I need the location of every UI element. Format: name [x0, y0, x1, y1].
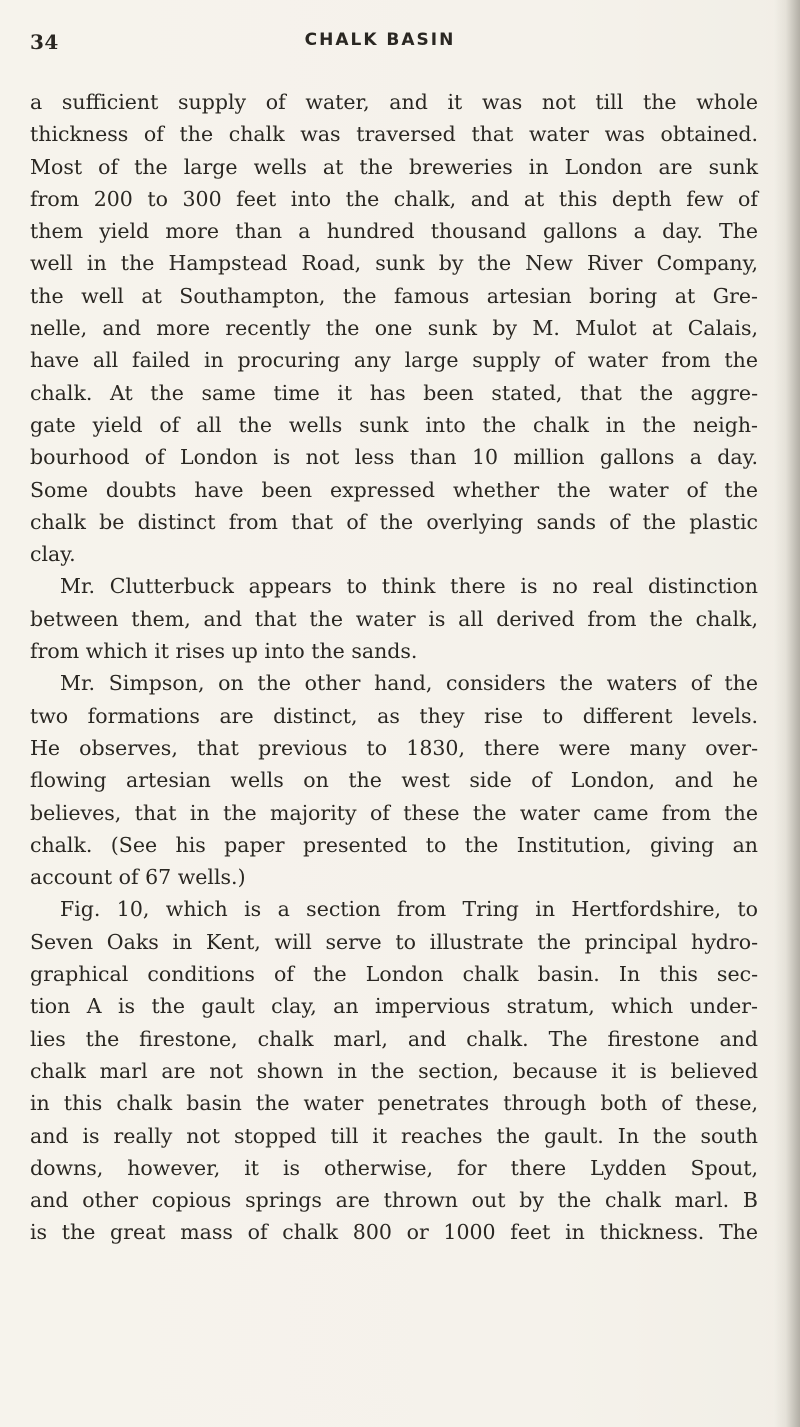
- text-line: from which it rises up into the sands.: [30, 639, 418, 664]
- text-line: chalk. (See his paper presented to the Institution, giving an: [30, 832, 758, 857]
- text-line: two formations are distinct, as they rise to different levels.: [30, 703, 758, 728]
- text-line: between them, and that the water is all derived from the chalk,: [30, 606, 758, 631]
- text-line: account of 67 wells.): [30, 865, 246, 890]
- text-line: have all failed in procuring any large supply of water from the: [30, 348, 758, 373]
- text-line: Mr. Simpson, on the other hand, considers the waters of the: [60, 671, 758, 696]
- text-fragment: is the gault clay, an impervious stratum, which under-: [117, 994, 758, 1019]
- text-line: chalk. At the same time it has been stated, that the aggre-: [30, 380, 758, 405]
- text-line: and is really not stopped till it reaches the gault. In the south: [30, 1123, 758, 1148]
- running-title: CHALK BASIN: [304, 30, 456, 50]
- text-line: believes, that in the majority of these the water came from the: [30, 800, 758, 825]
- text-fragment: tion: [30, 994, 71, 1019]
- text-line: graphical conditions of the London chalk basin. In this sec-: [30, 962, 758, 987]
- body-text: [30, 86, 758, 1249]
- text-line: thickness of the chalk was traversed that water was obtained.: [30, 122, 758, 147]
- text-line: chalk marl are not shown in the section, because it is believed: [30, 1058, 758, 1083]
- text-line: is the great mass of chalk 800 or 1000 feet in thickness. The: [30, 1220, 758, 1245]
- text-line: Most of the large wells at the breweries in London are sunk: [30, 154, 758, 179]
- text-line: Some doubts have been expressed whether the water of the: [30, 477, 758, 502]
- page-gutter-shadow: [774, 0, 800, 1427]
- text-line: the well at Southampton, the famous artesian boring at Gre-: [30, 283, 758, 308]
- text-line: Seven Oaks in Kent, will serve to illustrate the principal hydro-: [30, 929, 758, 954]
- text-line: a sufficient supply of water, and it was not till the whole: [30, 90, 758, 114]
- text-line: [30, 990, 758, 1022]
- text-line: downs, however, it is otherwise, for there Lydden Spout,: [30, 1155, 758, 1180]
- text-line: chalk be distinct from that of the overlying sands of the plastic: [30, 509, 758, 534]
- text-line: [30, 1184, 758, 1216]
- page-header: [30, 30, 770, 64]
- text-line: He observes, that previous to 1830, there were many over-: [30, 735, 758, 760]
- text-line: Fig. 10, which is a section from Tring in Hertfordshire, to: [60, 897, 758, 922]
- page-number: 34: [30, 30, 59, 54]
- text-line: lies the firestone, chalk marl, and chalk. The firestone and: [30, 1026, 758, 1051]
- section-letter-a: A: [86, 994, 102, 1019]
- text-line: flowing artesian wells on the west side of London, and he: [30, 768, 758, 793]
- section-letter-b: B: [742, 1188, 758, 1213]
- text-line: Mr. Clutterbuck appears to think there is no real distinction: [60, 574, 758, 599]
- text-line: from 200 to 300 feet into the chalk, and at this depth few of: [30, 186, 758, 211]
- text-line: gate yield of all the wells sunk into the chalk in the neigh-: [30, 412, 758, 437]
- text-line: nelle, and more recently the one sunk by M. Mulot at Calais,: [30, 316, 758, 341]
- text-line: bourhood of London is not less than 10 million gallons a day.: [30, 445, 758, 470]
- text-fragment: and other copious springs are thrown out by the chalk marl.: [30, 1188, 730, 1213]
- text-line: in this chalk basin the water penetrates through both of these,: [30, 1091, 758, 1116]
- text-line: well in the Hampstead Road, sunk by the New River Company,: [30, 251, 758, 276]
- text-line: clay.: [30, 542, 76, 567]
- text-line: them yield more than a hundred thousand gallons a day. The: [30, 219, 758, 244]
